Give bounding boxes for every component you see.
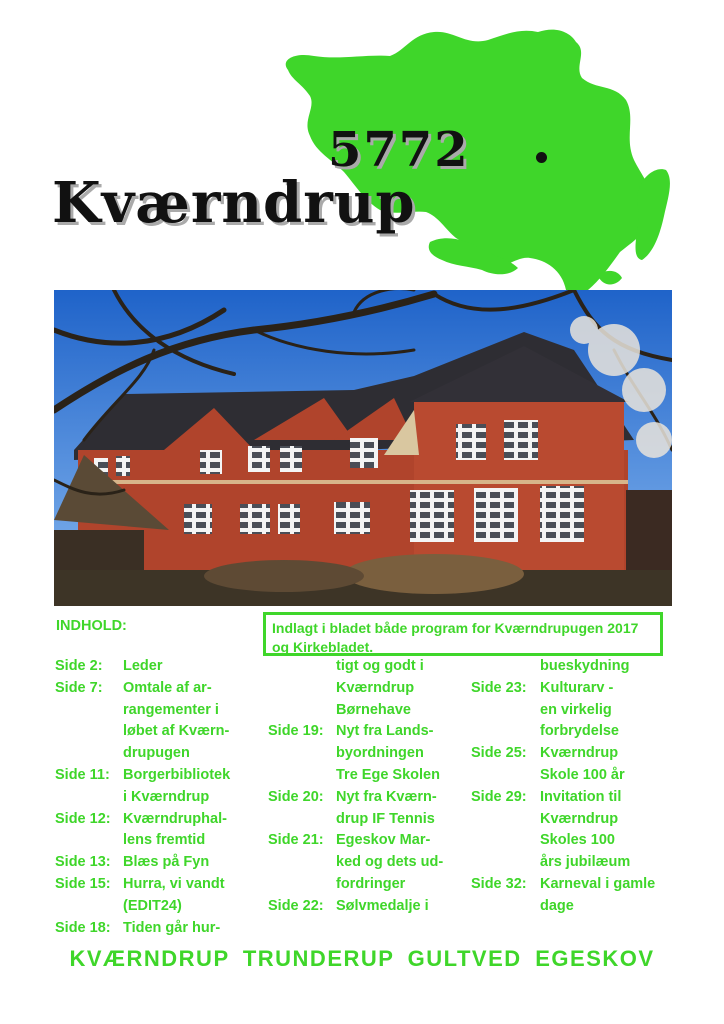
- town-title: Kværndrup: [52, 170, 416, 236]
- toc-entry-line: Kværndrup: [540, 810, 619, 827]
- toc-entry-line: Egeskov Mar-: [336, 832, 431, 849]
- toc-entry-line: Skoles 100: [540, 832, 615, 849]
- toc-entry-line: Kværndrup: [540, 745, 619, 762]
- toc-entry-line: drup IF Tennis: [336, 810, 435, 827]
- toc-entry-line: byordningen: [336, 745, 424, 762]
- toc-entry-line: forbrydelse: [540, 723, 619, 740]
- toc-page-number: Side 20:: [268, 788, 324, 805]
- toc-entry-line: fordringer: [336, 875, 406, 892]
- toc-page-number: Side 2:: [55, 658, 103, 674]
- toc-entry-line: løbet af Kværn-: [123, 723, 230, 740]
- cover-photo: [54, 290, 672, 606]
- toc-page-number: Side 23:: [471, 679, 527, 696]
- toc-entry-line: Omtale af ar-: [123, 679, 212, 696]
- contents-heading: INDHOLD:: [56, 618, 127, 634]
- toc-entry-line: Leder: [123, 658, 163, 674]
- toc-page-number: Side 21:: [268, 832, 324, 849]
- toc-page-number: Side 12:: [55, 810, 111, 827]
- toc-entry: [268, 787, 468, 831]
- toc-entry: [471, 787, 671, 874]
- toc-page-number: Side 18:: [55, 919, 111, 936]
- toc-entry: [268, 896, 468, 918]
- toc-entry-line: tigt og godt i: [336, 658, 424, 674]
- toc-entry-line: drupugen: [123, 745, 190, 762]
- insert-notice: Indlagt i bladet både program for Kværndrupugen 2017 og Kirkebladet.: [263, 612, 663, 656]
- toc-entry: [268, 656, 468, 721]
- toc-page-number: Side 15:: [55, 875, 111, 892]
- toc-entry: [268, 721, 468, 786]
- toc-entry-line: Sølvmedalje i: [336, 897, 429, 914]
- toc-page-number: Side 13:: [55, 854, 111, 871]
- toc-entry-line: ked og dets ud-: [336, 854, 444, 871]
- toc-entry: [55, 852, 255, 874]
- toc-entry: [55, 874, 255, 918]
- toc-entry-line: Tiden går hur-: [123, 919, 221, 936]
- toc-entry: [471, 874, 671, 918]
- title-dot: [536, 152, 547, 163]
- toc-entry: [55, 765, 255, 809]
- toc-entry-line: bueskydning: [540, 658, 630, 674]
- toc-column-1: [55, 656, 255, 939]
- toc-entry: [268, 830, 468, 895]
- toc-entry-line: (EDIT24): [123, 897, 182, 914]
- toc-entry-line: Invitation til: [540, 788, 622, 805]
- toc-page-number: Side 25:: [471, 745, 527, 762]
- toc-entry: [471, 656, 671, 678]
- toc-column-3: [471, 656, 671, 918]
- toc-entry-line: Kværndrup: [336, 679, 415, 696]
- toc-entry-line: Børnehave: [336, 701, 411, 718]
- toc-entry-line: dage: [540, 897, 574, 914]
- villages-footer: KVÆRNDRUP TRUNDERUP GULTVED EGESKOV: [69, 946, 655, 971]
- toc-entry: [55, 656, 255, 678]
- toc-entry-line: Blæs på Fyn: [123, 854, 210, 871]
- toc-entry-line: rangementer i: [123, 701, 219, 718]
- toc-entry-line: lens fremtid: [123, 832, 206, 849]
- toc-entry-line: Kulturarv -: [540, 679, 614, 696]
- toc-entry-line: års jubilæum: [540, 854, 631, 871]
- toc-entry: [55, 809, 255, 853]
- postal-code-title: 5772: [328, 122, 470, 178]
- toc-page-number: Side 22:: [268, 897, 324, 914]
- toc-entry-line: i Kværndrup: [123, 788, 210, 805]
- toc-page-number: Side 32:: [471, 875, 527, 892]
- toc-column-2: [268, 656, 468, 918]
- toc-entry-line: Tre Ege Skolen: [336, 766, 440, 783]
- toc-page-number: Side 11:: [55, 766, 110, 783]
- toc-entry-line: en virkelig: [540, 701, 612, 718]
- toc-entry: [55, 918, 255, 940]
- toc-entry-line: Borgerbibliotek: [123, 766, 231, 783]
- toc-entry-line: Nyt fra Kværn-: [336, 788, 437, 805]
- toc-entry-line: Nyt fra Lands-: [336, 723, 434, 740]
- toc-entry-line: Skole 100 år: [540, 766, 625, 783]
- toc-entry: [55, 678, 255, 765]
- toc-page-number: Side 7:: [55, 679, 103, 696]
- toc-entry: [471, 678, 671, 743]
- toc-entry-line: Kværndruphal-: [123, 810, 227, 827]
- toc-entry-line: Karneval i gamle: [540, 875, 656, 892]
- toc-page-number: Side 29:: [471, 788, 527, 805]
- toc-page-number: Side 19:: [268, 723, 324, 740]
- toc-entry: [471, 743, 671, 787]
- toc-entry-line: Hurra, vi vandt: [123, 875, 225, 892]
